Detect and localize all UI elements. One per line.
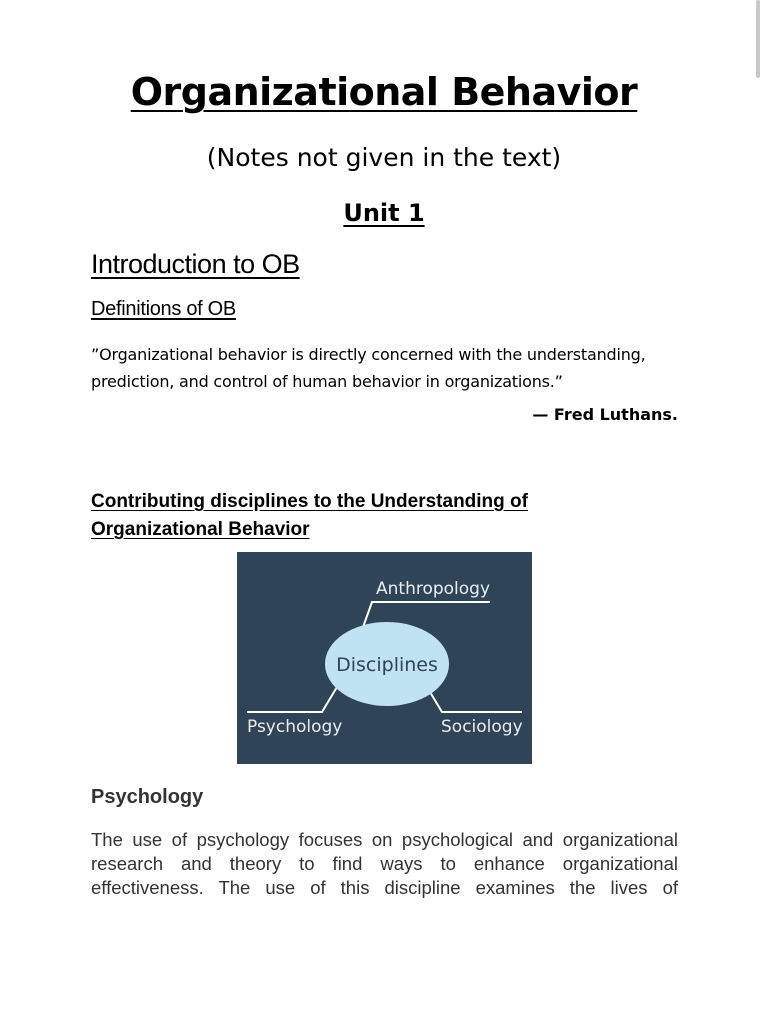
document-subtitle: (Notes not given in the text) bbox=[206, 143, 562, 172]
node-anthropology: Anthropology bbox=[376, 579, 491, 599]
disciplines-diagram bbox=[237, 552, 532, 764]
disciplines-diagram-svg bbox=[237, 552, 532, 764]
node-psychology: Psychology bbox=[247, 717, 343, 737]
quote-attribution: — Fred Luthans. bbox=[532, 405, 678, 424]
sociology-connector bbox=[427, 687, 522, 712]
document-title bbox=[0, 70, 768, 114]
document-title-text: Organizational Behavior bbox=[130, 70, 638, 114]
psychology-paragraph: The use of psychology focuses on psychological and organizational research and theory to find ways to enhance organizational effectiveness. The use of this discipline examines the lives of bbox=[91, 829, 678, 898]
center-label: Disciplines bbox=[336, 654, 438, 676]
psychology-connector bbox=[247, 687, 337, 712]
disciplines-heading bbox=[91, 488, 611, 544]
disciplines-heading-line1: Contributing disciplines to the Understanding of bbox=[91, 491, 528, 512]
unit-heading bbox=[0, 199, 768, 227]
scrollbar[interactable] bbox=[756, 0, 760, 78]
unit-heading-text: Unit 1 bbox=[343, 199, 425, 227]
definition-quote: ”Organizational behavior is directly concerned with the understanding, prediction, and control of human behavior in organizations.” bbox=[91, 345, 646, 391]
psychology-heading: Psychology bbox=[91, 786, 204, 808]
section-heading: Introduction to OB bbox=[91, 249, 300, 279]
disciplines-heading-line2: Organizational Behavior bbox=[91, 519, 310, 540]
node-sociology: Sociology bbox=[441, 717, 523, 737]
definitions-heading: Definitions of OB bbox=[91, 298, 236, 320]
